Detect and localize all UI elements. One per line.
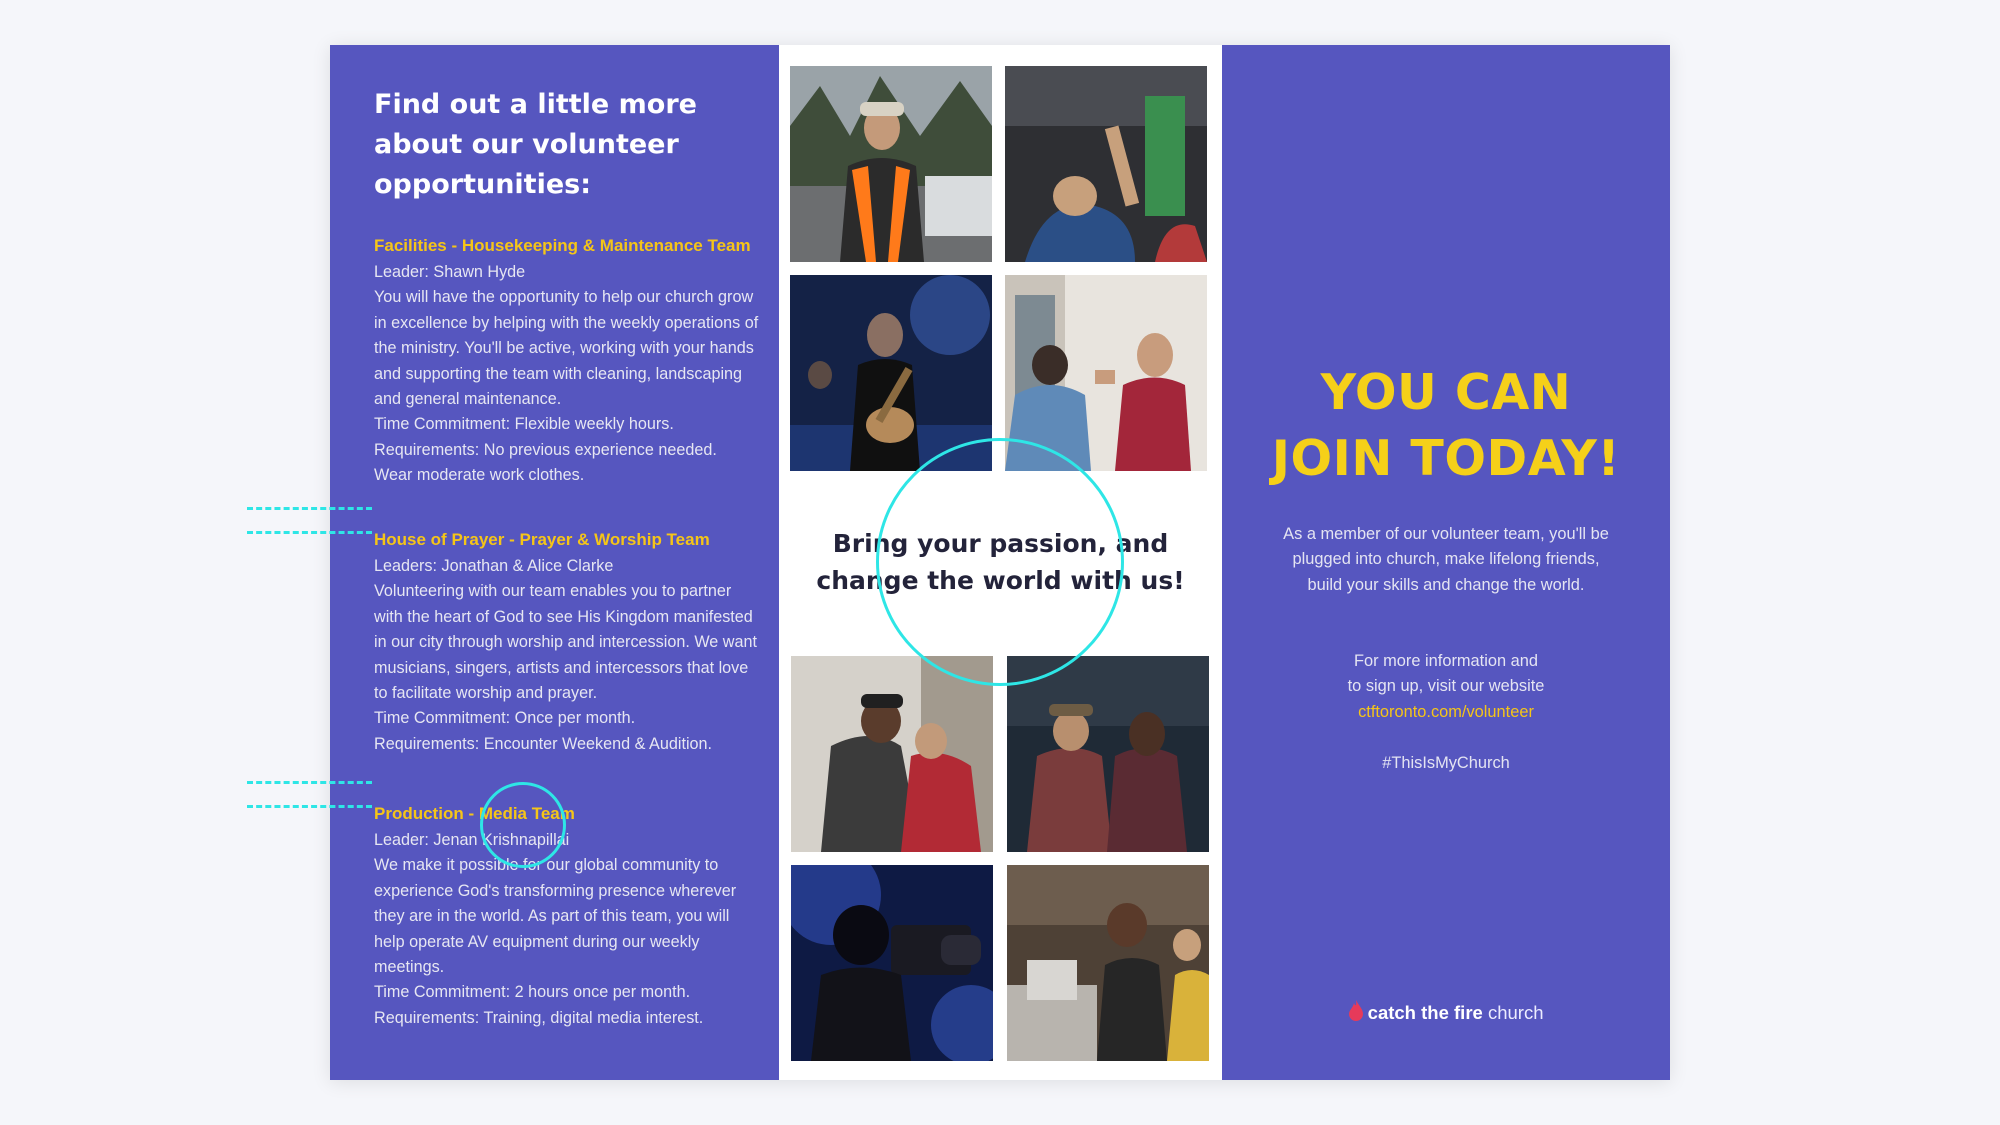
hashtag: #ThisIsMyChurch [1382, 754, 1510, 772]
flame-icon [1349, 1000, 1363, 1027]
highlight-ring-small [480, 782, 566, 868]
join-headline-line1: YOU CAN [1320, 364, 1572, 421]
production-body: Leader: Jenan Krishnapillai We make it possible for our global community to experience God's transforming presence wherever they are in the world. As part of this team, you will help operate AV equipment during our weekly meetings. Time Commitment: 2 hours once per month. Requirements: Training, digital media interest. [374, 831, 737, 1027]
info-line-1: For more information and [1353, 652, 1539, 670]
highlight-dash [247, 781, 372, 784]
prayer-heading: House of Prayer - Prayer & Worship Team [374, 530, 710, 549]
production-section [374, 801, 759, 1031]
highlight-dash [247, 507, 372, 510]
left-panel [330, 45, 779, 1080]
highlight-dash [247, 805, 372, 808]
join-headline [1222, 360, 1670, 492]
prayer-section [374, 527, 759, 757]
member-paragraph: As a member of our volunteer team, you'll be plugged into church, make lifelong friends, build your skills and change the world. [1283, 525, 1609, 594]
join-headline-line2: JOIN TODAY! [1271, 430, 1621, 487]
production-heading: Production - Media Team [374, 804, 575, 823]
photo-hug [791, 656, 993, 852]
photo-high-five [1005, 275, 1207, 471]
info-block [1277, 649, 1615, 725]
logo-name: catch the fire [1367, 1002, 1483, 1023]
tagline: Bring your passion, and change the world with us! [816, 529, 1185, 595]
prayer-body: Leaders: Jonathan & Alice Clarke Volunteering with our team enables you to partner with the heart of God to see His Kingdom manifested in our city through worship and intercession. We want musicians, singers, artists and intercessors that love to facilitate worship and prayer. Time Commitment: Once per month. Requirements: Encounter Weekend & Audition. [374, 557, 757, 753]
facilities-heading: Facilities - Housekeeping & Maintenance Team [374, 236, 751, 255]
photo-crowd-reaching [1005, 66, 1207, 262]
highlight-dash [247, 531, 372, 534]
photo-guitarist [790, 275, 992, 471]
volunteer-link[interactable]: ctftoronto.com/volunteer [1358, 702, 1534, 721]
photo-barista [1007, 865, 1209, 1061]
photo-camera-operator [791, 865, 993, 1061]
facilities-body: Leader: Shawn Hyde You will have the opportunity to help our church grow in excellence by helping with the weekly operations of the ministry. You'll be active, working with your hands and supporting the team with cleaning, landscaping and general maintenance. Time Commitment: Flexible weekly hours. Requirements: No previous experience needed. Wear moderate work clothes. [374, 263, 759, 485]
highlight-ring-large [876, 438, 1124, 686]
facilities-section [374, 233, 759, 489]
logo-suffix: church [1487, 1002, 1544, 1023]
left-panel-title: Find out a little more about our volunteer opportunities: [374, 89, 697, 200]
church-logo [1222, 1000, 1670, 1027]
right-panel [1222, 45, 1670, 1080]
photo-worker [790, 66, 992, 262]
info-line-2: to sign up, visit our website [1347, 677, 1545, 696]
photo-prayer [1007, 656, 1209, 852]
